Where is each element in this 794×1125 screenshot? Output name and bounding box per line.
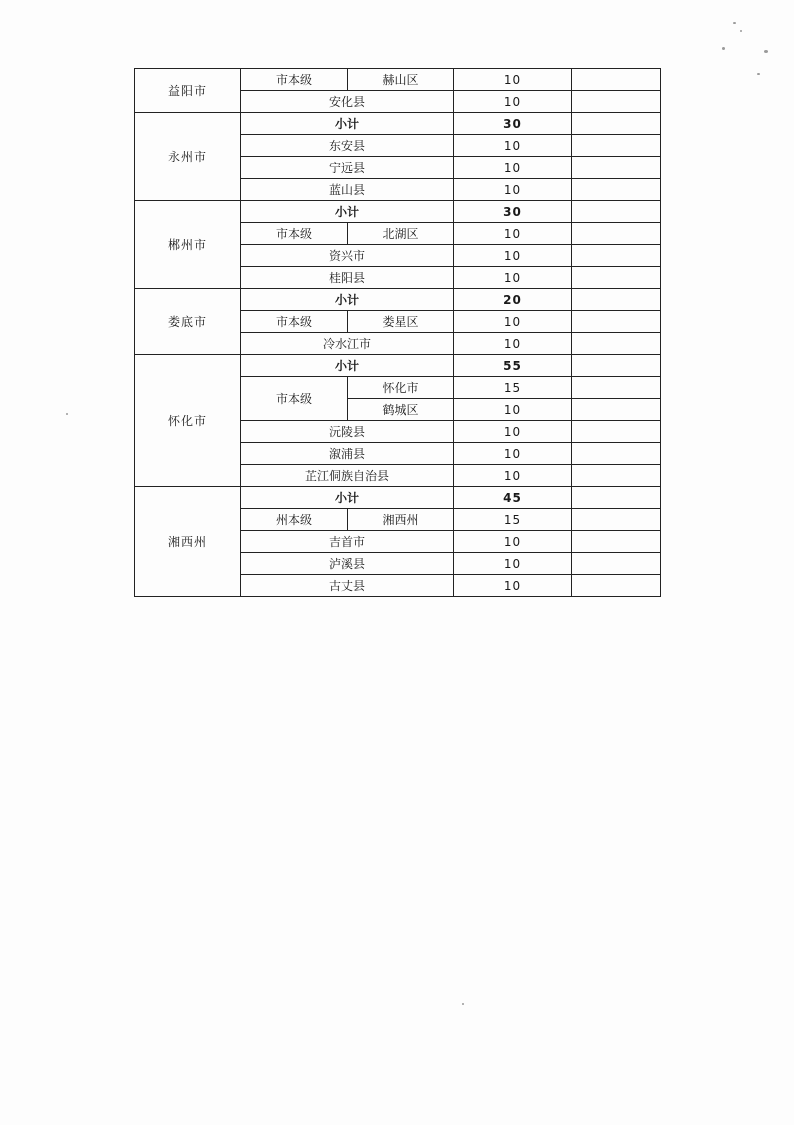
subtotal-value-cell: 55 xyxy=(454,355,572,377)
city-name-cell: 湘西州 xyxy=(135,487,241,597)
level-cell: 州本级 xyxy=(241,509,348,531)
remarks-cell xyxy=(572,135,661,157)
remarks-cell xyxy=(572,267,661,289)
amount-cell: 10 xyxy=(454,157,572,179)
remarks-cell xyxy=(572,355,661,377)
remarks-cell xyxy=(572,245,661,267)
level-cell: 市本级 xyxy=(241,223,348,245)
county-cell: 沅陵县 xyxy=(241,421,454,443)
remarks-cell xyxy=(572,377,661,399)
remarks-cell xyxy=(572,311,661,333)
district-cell: 怀化市 xyxy=(348,377,454,399)
scan-speck xyxy=(740,30,742,32)
amount-cell: 10 xyxy=(454,443,572,465)
district-cell: 娄星区 xyxy=(348,311,454,333)
table-row xyxy=(135,355,661,377)
amount-cell: 10 xyxy=(454,421,572,443)
amount-cell: 10 xyxy=(454,223,572,245)
remarks-cell xyxy=(572,509,661,531)
amount-cell: 10 xyxy=(454,333,572,355)
city-name-cell: 娄底市 xyxy=(135,289,241,355)
district-cell: 鹤城区 xyxy=(348,399,454,421)
subtotal-label-cell: 小计 xyxy=(241,113,454,135)
level-cell: 市本级 xyxy=(241,69,348,91)
scan-speck xyxy=(722,47,725,50)
scan-speck xyxy=(757,73,760,75)
remarks-cell xyxy=(572,157,661,179)
subtotal-value-cell: 30 xyxy=(454,113,572,135)
county-cell: 桂阳县 xyxy=(241,267,454,289)
remarks-cell xyxy=(572,443,661,465)
table-row xyxy=(135,487,661,509)
county-cell: 溆浦县 xyxy=(241,443,454,465)
subtotal-value-cell: 45 xyxy=(454,487,572,509)
remarks-cell xyxy=(572,487,661,509)
subtotal-label-cell: 小计 xyxy=(241,289,454,311)
allocation-table xyxy=(134,68,661,597)
city-name-cell: 益阳市 xyxy=(135,69,241,113)
amount-cell: 10 xyxy=(454,311,572,333)
subtotal-value-cell: 20 xyxy=(454,289,572,311)
district-cell: 湘西州 xyxy=(348,509,454,531)
remarks-cell xyxy=(572,553,661,575)
level-cell: 市本级 xyxy=(241,377,348,421)
remarks-cell xyxy=(572,289,661,311)
county-cell: 泸溪县 xyxy=(241,553,454,575)
county-cell: 资兴市 xyxy=(241,245,454,267)
county-cell: 蓝山县 xyxy=(241,179,454,201)
table-row xyxy=(135,201,661,223)
amount-cell: 10 xyxy=(454,69,572,91)
scan-speck xyxy=(66,413,68,415)
remarks-cell xyxy=(572,69,661,91)
allocation-table-body xyxy=(135,69,661,597)
remarks-cell xyxy=(572,531,661,553)
amount-cell: 10 xyxy=(454,91,572,113)
remarks-cell xyxy=(572,201,661,223)
county-cell: 宁远县 xyxy=(241,157,454,179)
level-cell: 市本级 xyxy=(241,311,348,333)
amount-cell: 10 xyxy=(454,575,572,597)
amount-cell: 10 xyxy=(454,465,572,487)
district-cell: 北湖区 xyxy=(348,223,454,245)
table-row xyxy=(135,113,661,135)
remarks-cell xyxy=(572,465,661,487)
city-name-cell: 永州市 xyxy=(135,113,241,201)
table-row xyxy=(135,289,661,311)
amount-cell: 15 xyxy=(454,377,572,399)
amount-cell: 10 xyxy=(454,553,572,575)
district-cell: 赫山区 xyxy=(348,69,454,91)
scan-speck xyxy=(462,1003,464,1005)
remarks-cell xyxy=(572,223,661,245)
remarks-cell xyxy=(572,575,661,597)
amount-cell: 10 xyxy=(454,135,572,157)
subtotal-label-cell: 小计 xyxy=(241,201,454,223)
amount-cell: 10 xyxy=(454,399,572,421)
remarks-cell xyxy=(572,179,661,201)
county-cell: 古丈县 xyxy=(241,575,454,597)
county-cell: 芷江侗族自治县 xyxy=(241,465,454,487)
amount-cell: 10 xyxy=(454,531,572,553)
subtotal-label-cell: 小计 xyxy=(241,355,454,377)
county-cell: 东安县 xyxy=(241,135,454,157)
amount-cell: 10 xyxy=(454,245,572,267)
city-name-cell: 怀化市 xyxy=(135,355,241,487)
remarks-cell xyxy=(572,333,661,355)
city-name-cell: 郴州市 xyxy=(135,201,241,289)
amount-cell: 10 xyxy=(454,267,572,289)
remarks-cell xyxy=(572,399,661,421)
amount-cell: 15 xyxy=(454,509,572,531)
amount-cell: 10 xyxy=(454,179,572,201)
scan-speck xyxy=(733,22,736,24)
remarks-cell xyxy=(572,113,661,135)
remarks-cell xyxy=(572,91,661,113)
table-row xyxy=(135,69,661,91)
county-cell: 吉首市 xyxy=(241,531,454,553)
remarks-cell xyxy=(572,421,661,443)
county-cell: 安化县 xyxy=(241,91,454,113)
subtotal-label-cell: 小计 xyxy=(241,487,454,509)
scan-speck xyxy=(764,50,768,53)
county-cell: 冷水江市 xyxy=(241,333,454,355)
subtotal-value-cell: 30 xyxy=(454,201,572,223)
